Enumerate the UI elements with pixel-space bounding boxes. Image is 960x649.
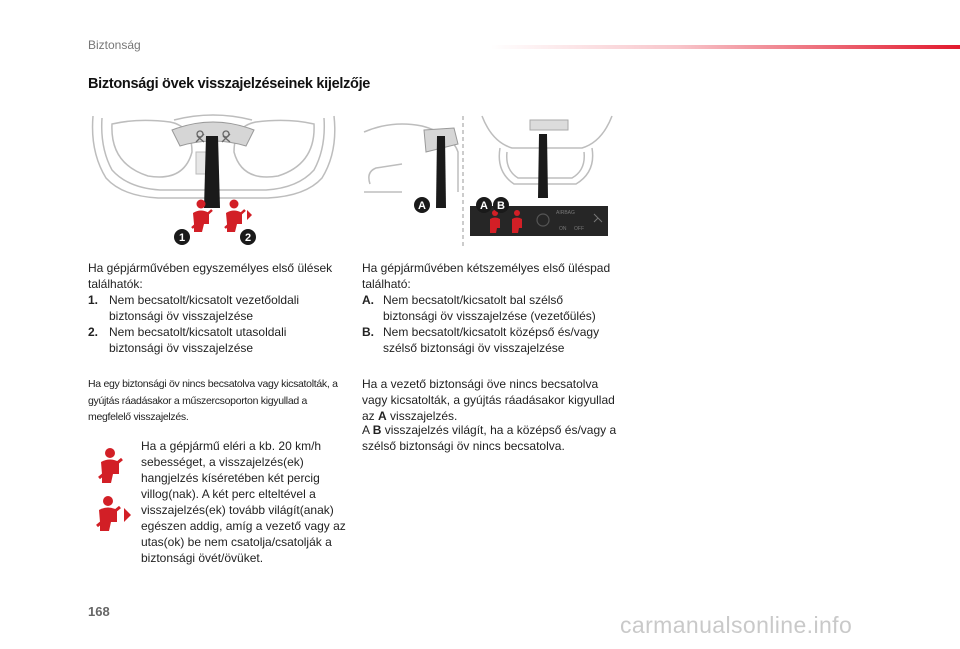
callout-a-left (414, 197, 430, 213)
list-text: Nem becsatolt/kicsatolt középső és/vagy szélső biztonsági öv visszajelzése (383, 325, 600, 355)
page-title: Biztonsági övek visszajelzéseinek kijelzője (88, 76, 371, 92)
figure-single-seats (88, 112, 343, 248)
panel-on-text: ON (559, 226, 567, 232)
list-item (88, 292, 343, 324)
ignition-note: Ha egy biztonsági öv nincs becsatolva vagy kicsatolták, a gyújtás ráadásakor a műszercsoporton kigyullad a megfelelő visszajelzés. (88, 378, 338, 423)
list-text: Nem becsatolt/kicsatolt vezetőoldali biztonsági öv visszajelzése (109, 293, 300, 323)
callout-1-label: 1 (178, 232, 186, 244)
callout-2-label: 2 (244, 232, 252, 244)
list-text: Nem becsatolt/kicsatolt bal szélső biztonsági öv visszajelzése (vezetőülés) (383, 293, 596, 323)
pointer-arrow (204, 136, 220, 208)
para1-text-end: visszajelzés. (386, 409, 458, 423)
left-intro: Ha gépjárművében egyszemélyes első ülések találhatók: (88, 261, 333, 291)
speed-warning-text: Ha a gépjármű eléri a kb. 20 km/h sebességet, a visszajelzés(ek) hangjelzés kíséretében két percig villog(nak). A két perc elteltével a visszajelzés(ek) tovább világít(anak) egészen addig, amíg a vezető vagy az utas(ok) be nem csatolja/csatolják a biztonsági övét/övüket. (141, 439, 346, 565)
para1-text-start: Ha a vezető biztonsági öve nincs becsatolva vagy kicsatolták, a gyújtás ráadásakor kigyullad az (362, 377, 615, 423)
para2-bold-b: B (372, 423, 382, 437)
callout-2 (240, 229, 256, 245)
callout-b (493, 197, 509, 213)
para1-bold-a: A (378, 409, 387, 423)
list-item (88, 324, 343, 356)
list-marker: 2. (88, 325, 99, 339)
list-marker: 1. (88, 293, 99, 307)
pointer-arrow-left (436, 136, 446, 208)
section-header: Biztonság (88, 38, 141, 52)
list-item (362, 292, 620, 324)
passenger-seatbelt-icon (225, 200, 252, 233)
figure-bench-seat (362, 112, 617, 248)
driver-belt-paragraph (362, 376, 620, 424)
seatbelt-flashing-icon (94, 494, 134, 534)
right-column-text (362, 260, 620, 356)
callout-b-label: B (497, 200, 505, 212)
panel-airbag-text: AIRBAG (556, 210, 575, 216)
para2-text-start: A (362, 423, 373, 437)
list-text: Nem becsatolt/kicsatolt utasoldali biztonsági öv visszajelzése (109, 325, 287, 355)
center-belt-paragraph (362, 422, 620, 454)
callout-a-panel (476, 197, 492, 213)
display-screen (196, 152, 206, 174)
panel-off-text: OFF (574, 226, 584, 232)
right-intro: Ha gépjárművében kétszemélyes első üléspad található: (362, 261, 611, 291)
callout-1 (174, 229, 190, 245)
header-accent-bar (490, 45, 960, 49)
page-number: 168 (88, 604, 110, 619)
callout-a-label: A (418, 200, 426, 212)
left-column-text (88, 260, 343, 356)
callout-a-panel-label: A (480, 200, 488, 212)
overhead-lamp (530, 120, 568, 130)
seatbelt-warning-icon (96, 446, 130, 486)
list-item (362, 324, 620, 356)
pointer-arrow-right (538, 134, 548, 198)
list-marker: A. (362, 293, 374, 307)
para2-text-end: visszajelzés világít, ha a középső és/vagy a szélső biztonsági öv nincs becsatolva. (362, 423, 617, 453)
watermark: carmanualsonline.info (620, 612, 853, 638)
instrument-cluster-drawing (364, 116, 612, 192)
list-marker: B. (362, 325, 374, 339)
